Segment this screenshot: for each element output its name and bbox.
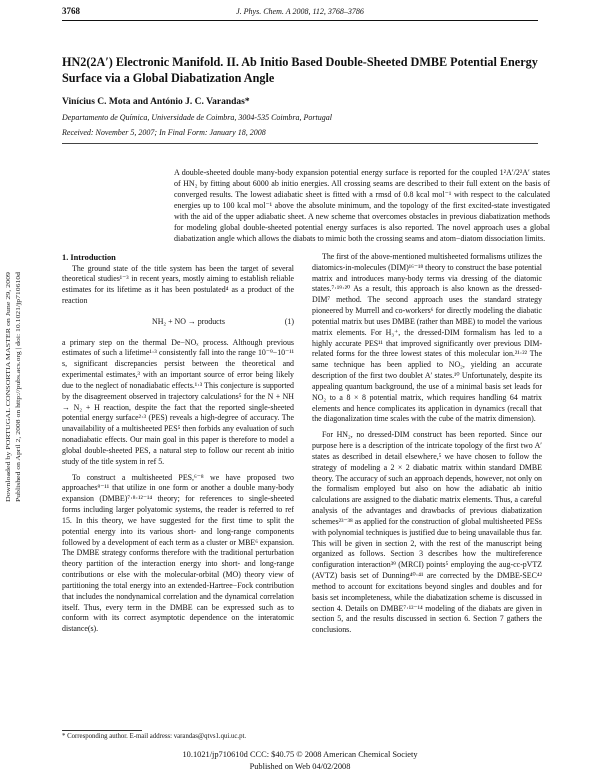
intro-paragraph-3: To construct a multisheeted PES,⁶⁻⁸ we have proposed two approaches⁹⁻¹¹ that utilize in one form or another a double many-body expansion (DMBE)⁷·⁸·¹²⁻¹⁴ theory; for references to single-sheeted forms including larger polyatomic systems, the reader is referred to ref 15. In this theory, we have suggested for the first time to split the potential energy into its various short- and long-range components followed by a development of each term as a cluster or MBE⁶ expansion. The DMBE strategy conforms therefore with the traditional perturbation theory partition of the interaction energy into short- and long-range contributions or else with the molecular-orbital (MO) theory view of partitioning the total energy into an extended-Hartree−Fock contribution that includes the nondynamical correlation and the dynamical correlation itself. Thus, every term in the DMBE can be expressed such as to conform with its correct asymptotic dependence on the interatomic distance(s). — [62, 472, 294, 634]
section-heading: 1. Introduction — [62, 253, 116, 262]
published-on-web: Published on Web 04/02/2008 — [249, 762, 351, 771]
sidebar-published-line: Published on April 2, 2008 on http://pubs.acs.org | doi: 10.1021/jp710610d — [15, 304, 22, 502]
footnote-rule — [62, 730, 142, 731]
title-rule — [62, 143, 538, 144]
equation-text: NH₂ + NO → products — [152, 316, 225, 326]
article-title: HN2(2A′) Electronic Manifold. II. Ab Initio Based Double-Sheeted DMBE Potential Energy Surface via a Global Diabatization Angle — [62, 55, 538, 85]
page-number: 3768 — [62, 6, 80, 16]
intro-paragraph-1: The ground state of the title system has been the target of several theoretical studies¹⁻³ in recent years, mostly aiming to establish reliable estimates for its lifetime as it has been postulated⁴ as a product of the reaction — [62, 263, 294, 305]
article-affiliation: Departamento de Química, Universidade de Coimbra, 3004-535 Coimbra, Portugal — [62, 113, 332, 122]
corresponding-author-footnote: * Corresponding author. E-mail address: varandas@qtvs1.qui.uc.pt. — [62, 733, 247, 740]
intro-paragraph-5: For HN₂, no dressed-DIM construct has been reported. Since our purpose here is a description of the intricate topology of the first two A′ states as described in detail elsewhere,⁵ we have chosen to follow the strategy of modeling a 2 × 2 diabatic matrix within standard DMBE theory. The accuracy of such an approach depends, however, not only on the formalism employed but also on how the adiabatic ab initio calculations are assigned to the diabatic matrix elements. Thus, a careful analysis of the advantages and drawbacks of previous diabatization schemes²³⁻³⁸ as applied for the construction of global multisheeted PESs with polynomial techniques is justified due to being unavailable thus far. This will be given in section 2, with the rest of the manuscript being organized as follows. Section 3 describes how the multireference configuration interaction³⁹ (MRCI) points⁵ employing the aug-cc-pVTZ (AVTZ) basis set of Dunning⁴⁰·⁴¹ are corrected by the DMBE-SEC⁴² method to account for excitations beyond singles and doubles and for basis set incompleteness, while the diabatization scheme is discussed in section 4. Details on DMBE⁷·¹²⁻¹⁴ modeling of the diabats are given in section 5, and the results discussed in section 6. Section 7 gathers the conclusions. — [312, 430, 542, 635]
sidebar-download-line: Downloaded by PORTUGAL CONSORTIA MASTER on June 29, 2009 — [5, 310, 12, 502]
equation-1 — [62, 317, 294, 328]
download-sidebar — [2, 270, 26, 502]
article-authors: Vinícius C. Mota and António J. C. Varandas* — [62, 97, 250, 107]
intro-paragraph-4: The first of the above-mentioned multisheeted formalisms utilizes the diatomics-in-molecules (DIM)¹⁶⁻¹⁸ theory to construct the base potential matrix and introduces many-body terms via dressing of the diatomic states.⁷·¹⁹·²⁰ As a result, this approach is also known as the dressed-DIM⁷ method. The second approach uses the standard strategy pioneered by Murrell and co-workers⁶ for directly modeling the diabatic potential matrix but uses DMBE (rather than MBE) to model the various matrix elements. For H₃⁺, the dressed-DIM formalism has led to a highly accurate PES¹¹ that improved significantly over previous DIM-related forms for the three lowest states of this molecular ion.²¹·²² The same technique has been applied to NO₂, yielding an accurate description of the first two doublet A′ states.¹⁰ Unfortunately, despite its appealing quantum background, the use of a minimal basis set leads for NO₂ to a 8 × 8 potential matrix, which requires handling 64 matrix elements and hence complicates its application in dynamics (recall that the diagonalization time scales with the cube of the matrix dimension). — [312, 252, 543, 424]
journal-reference: J. Phys. Chem. A 2008, 112, 3768–3786 — [236, 7, 364, 16]
abstract: A double-sheeted double many-body expansion potential energy surface is reported for the coupled 1²A′/2²A′ states of HN₂ by fitting about 6000 ab initio energies. All crossing seams are described to their full extent on the basis of converged results. The lowest adiabatic sheet is fitted with a rmsd of 0.8 kcal mol⁻¹ with respect to the calculated energies up to 100 kcal mol⁻¹ above the absolute minimum, and the topology of the first excited-state investigated with the aid of the upper adiabatic sheet. A new scheme that overcomes obstacles in previous diabatization methods for modeling global double-sheeted potential energy surfaces is also reported. The novel approach uses a global diabatization angle which allows the diabats to mimic both the crossing seams and atom−diatom dissociation limits. — [174, 168, 550, 244]
equation-number: (1) — [284, 316, 294, 326]
left-column — [62, 252, 294, 635]
right-column — [312, 252, 542, 636]
header-rule — [62, 20, 538, 21]
intro-paragraph-2: a primary step on the thermal De−NOₓ process. Although previous estimates of such a lifetime¹·³ consistently fall into the range 10⁻⁹−10⁻¹¹ s, significant discrepancies persist between the theoretical and experimental estimates,³ with an important source of error being likely due to the neglect of nonadiabatic effects.¹·³ This conjecture is supported by the disagreement observed in trajectory calculations⁵ for the N + NH → N₂ + H reaction, despite the fact that the reported single-sheeted potential energy surface²·³ (PES) reveals a high-degree of accuracy. The unavailability of a multisheeted PES⁵ then forbids any evaluation of such nonadiabatic effects. Our main goal in this paper is therefore to model a global double-sheeted PES, a natural step to follow our recent ab initio study of the title system in ref 5. — [62, 337, 294, 466]
doi-line: 10.1021/jp710610d CCC: $40.75 © 2008 American Chemical Society — [182, 750, 418, 759]
article-dates: Received: November 5, 2007; In Final Form: January 18, 2008 — [62, 128, 266, 137]
